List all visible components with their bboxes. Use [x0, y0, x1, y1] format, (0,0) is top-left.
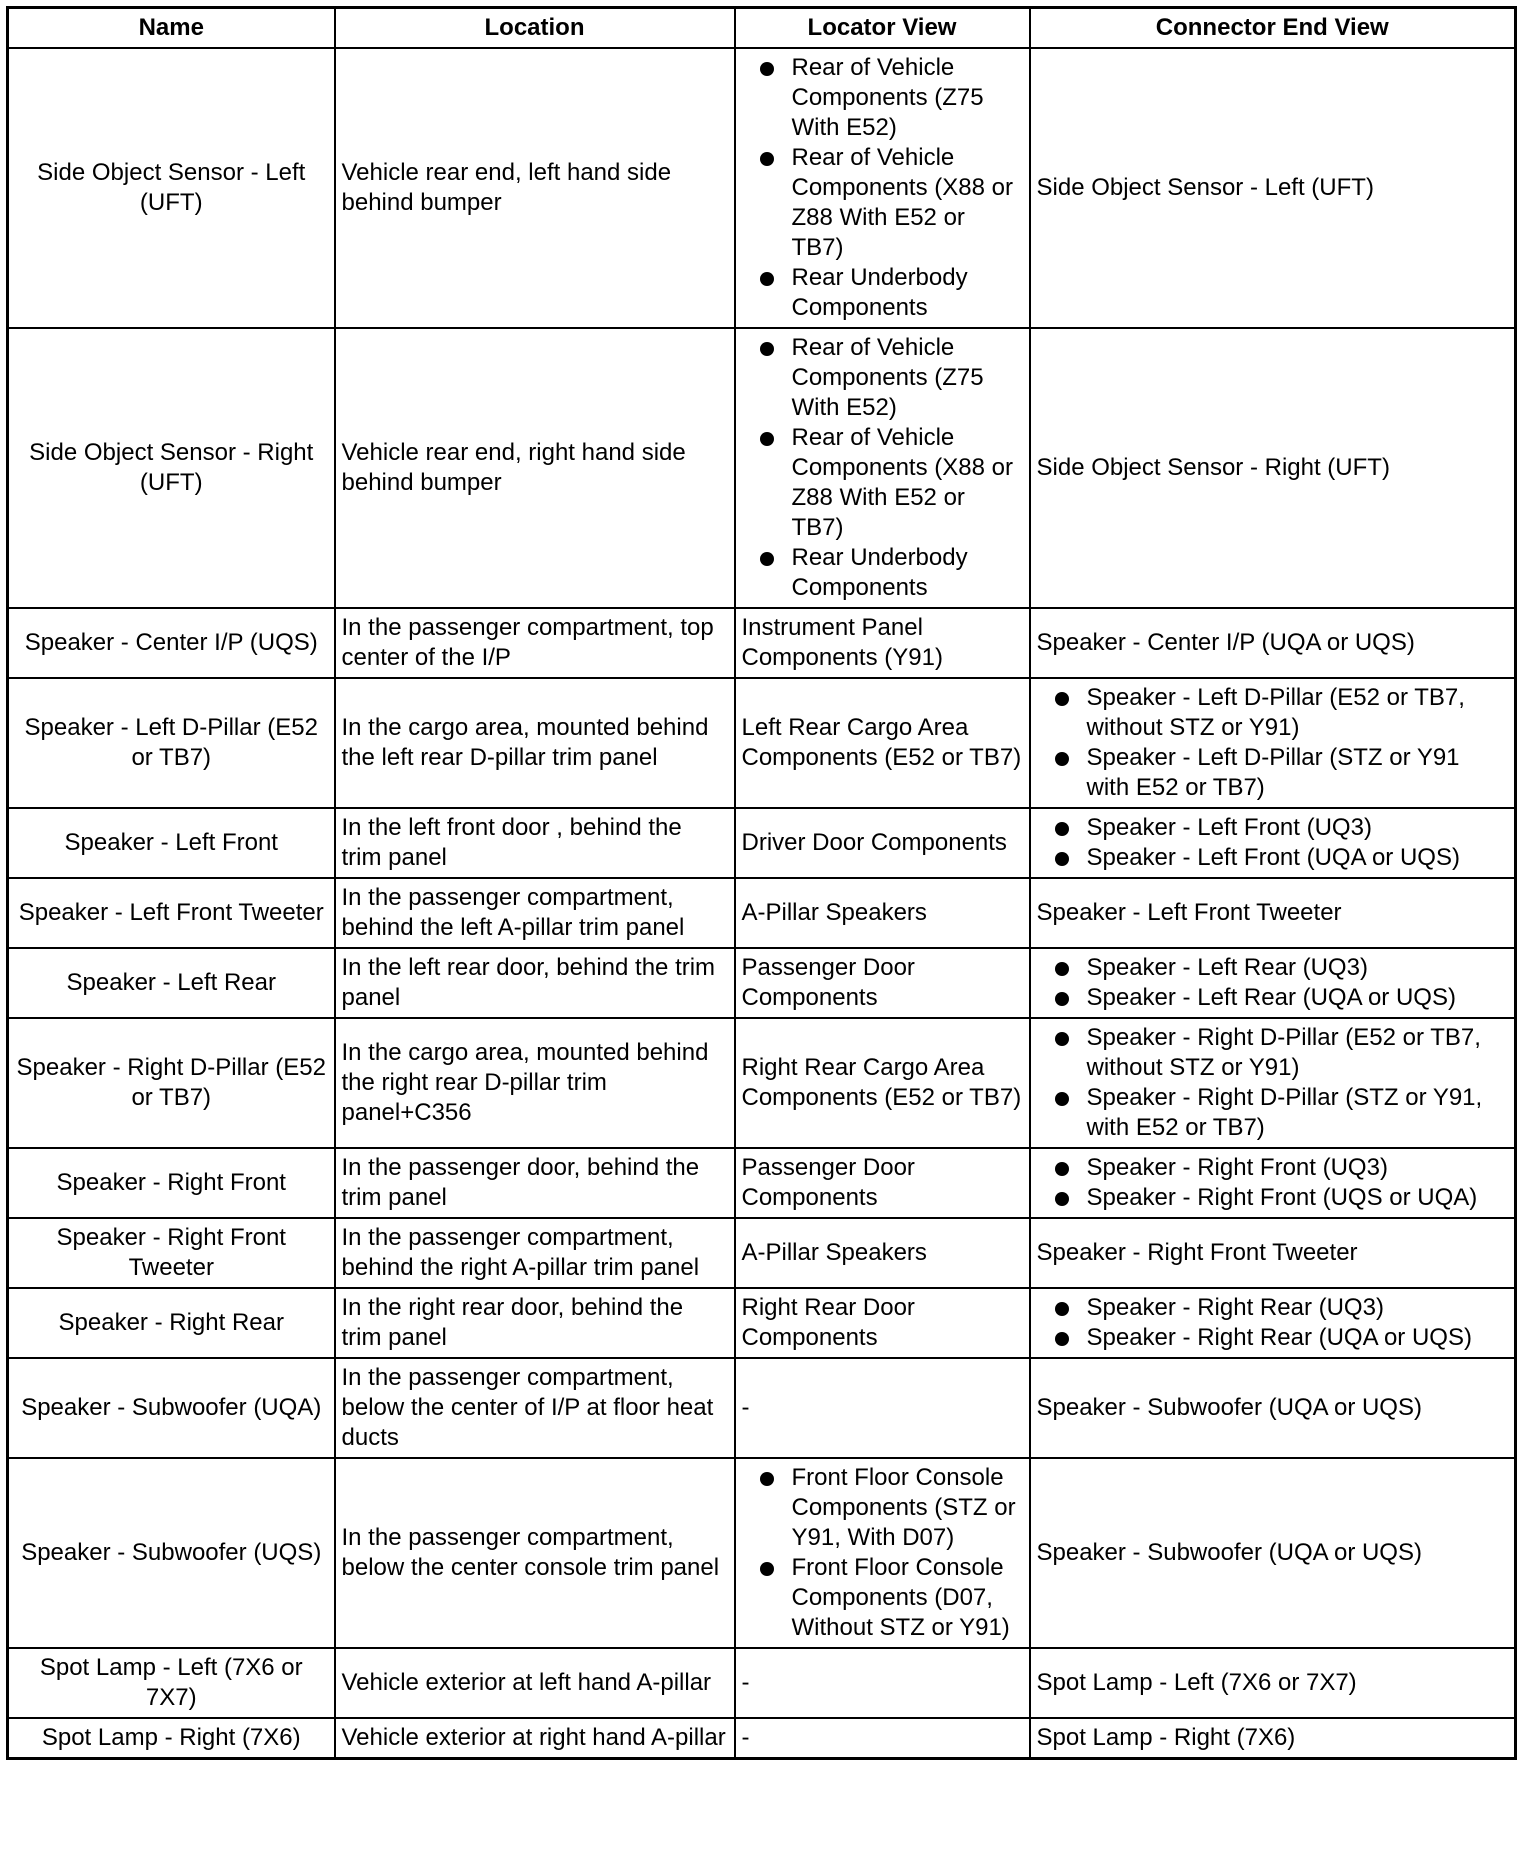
table-row [8, 1458, 1516, 1648]
connector-end-view-item: Speaker - Right D-Pillar (E52 or TB7, without STZ or Y91) [1037, 1023, 1509, 1083]
connector-end-view-list [1037, 1153, 1509, 1213]
cell-locator-view: Driver Door Components [735, 808, 1030, 878]
cell-connector-end-view: Speaker - Left Front Tweeter [1030, 878, 1516, 948]
cell-connector-end-view [1030, 948, 1516, 1018]
cell-name: Side Object Sensor - Right (UFT) [8, 328, 335, 608]
cell-location: In the passenger compartment, behind the left A-pillar trim panel [335, 878, 735, 948]
cell-location: In the passenger compartment, top center of the I/P [335, 608, 735, 678]
table-row [8, 678, 1516, 808]
locator-view-item: Rear of Vehicle Components (X88 or Z88 With E52 or TB7) [742, 143, 1023, 263]
cell-location: In the cargo area, mounted behind the right rear D-pillar trim panel+C356 [335, 1018, 735, 1148]
cell-locator-view: Right Rear Cargo Area Components (E52 or TB7) [735, 1018, 1030, 1148]
table-row [8, 948, 1516, 1018]
connector-end-view-item: Speaker - Left D-Pillar (E52 or TB7, without STZ or Y91) [1037, 683, 1509, 743]
locator-view-item: Front Floor Console Components (D07, Without STZ or Y91) [742, 1553, 1023, 1643]
cell-name: Spot Lamp - Left (7X6 or 7X7) [8, 1648, 335, 1718]
cell-locator-view [735, 48, 1030, 328]
connector-end-view-item: Speaker - Left D-Pillar (STZ or Y91 with E52 or TB7) [1037, 743, 1509, 803]
connector-end-view-list [1037, 683, 1509, 803]
table-row [8, 1358, 1516, 1458]
cell-name: Speaker - Center I/P (UQS) [8, 608, 335, 678]
cell-locator-view [735, 1458, 1030, 1648]
table-row [8, 608, 1516, 678]
cell-connector-end-view: Speaker - Center I/P (UQA or UQS) [1030, 608, 1516, 678]
cell-connector-end-view [1030, 808, 1516, 878]
component-locator-table-container [6, 6, 1514, 1760]
cell-name: Speaker - Right Front Tweeter [8, 1218, 335, 1288]
connector-end-view-item: Speaker - Right Front (UQ3) [1037, 1153, 1509, 1183]
cell-name: Speaker - Left Front [8, 808, 335, 878]
cell-name: Speaker - Right Rear [8, 1288, 335, 1358]
cell-locator-view: - [735, 1718, 1030, 1759]
connector-end-view-list [1037, 813, 1509, 873]
connector-end-view-item: Speaker - Right Rear (UQ3) [1037, 1293, 1509, 1323]
connector-end-view-list [1037, 1293, 1509, 1353]
cell-name: Speaker - Left D-Pillar (E52 or TB7) [8, 678, 335, 808]
cell-connector-end-view [1030, 1288, 1516, 1358]
cell-location: In the passenger compartment, below the center of I/P at floor heat ducts [335, 1358, 735, 1458]
cell-locator-view: A-Pillar Speakers [735, 878, 1030, 948]
cell-connector-end-view: Spot Lamp - Left (7X6 or 7X7) [1030, 1648, 1516, 1718]
connector-end-view-item: Speaker - Left Front (UQA or UQS) [1037, 843, 1509, 873]
cell-name: Speaker - Left Rear [8, 948, 335, 1018]
component-locator-table [6, 6, 1517, 1760]
locator-view-list [742, 1463, 1023, 1643]
cell-location: In the passenger compartment, behind the right A-pillar trim panel [335, 1218, 735, 1288]
table-row [8, 1218, 1516, 1288]
cell-locator-view: Passenger Door Components [735, 948, 1030, 1018]
cell-locator-view: A-Pillar Speakers [735, 1218, 1030, 1288]
connector-end-view-item: Speaker - Left Front (UQ3) [1037, 813, 1509, 843]
cell-connector-end-view: Spot Lamp - Right (7X6) [1030, 1718, 1516, 1759]
cell-name: Speaker - Right D-Pillar (E52 or TB7) [8, 1018, 335, 1148]
cell-connector-end-view: Side Object Sensor - Left (UFT) [1030, 48, 1516, 328]
locator-view-list [742, 333, 1023, 603]
cell-location: In the cargo area, mounted behind the left rear D-pillar trim panel [335, 678, 735, 808]
locator-view-item: Front Floor Console Components (STZ or Y91, With D07) [742, 1463, 1023, 1553]
connector-end-view-item: Speaker - Right D-Pillar (STZ or Y91, with E52 or TB7) [1037, 1083, 1509, 1143]
cell-connector-end-view [1030, 678, 1516, 808]
connector-end-view-list [1037, 1023, 1509, 1143]
locator-view-list [742, 53, 1023, 323]
connector-end-view-item: Speaker - Left Rear (UQA or UQS) [1037, 983, 1509, 1013]
cell-locator-view: - [735, 1358, 1030, 1458]
connector-end-view-item: Speaker - Right Front (UQS or UQA) [1037, 1183, 1509, 1213]
header-locator-view: Locator View [735, 8, 1030, 49]
table-row [8, 1018, 1516, 1148]
cell-name: Speaker - Left Front Tweeter [8, 878, 335, 948]
cell-locator-view [735, 328, 1030, 608]
cell-locator-view: Passenger Door Components [735, 1148, 1030, 1218]
connector-end-view-list [1037, 953, 1509, 1013]
cell-name: Speaker - Subwoofer (UQA) [8, 1358, 335, 1458]
cell-name: Side Object Sensor - Left (UFT) [8, 48, 335, 328]
cell-connector-end-view: Speaker - Subwoofer (UQA or UQS) [1030, 1358, 1516, 1458]
table-row [8, 1288, 1516, 1358]
cell-locator-view: - [735, 1648, 1030, 1718]
cell-location: In the passenger door, behind the trim panel [335, 1148, 735, 1218]
locator-view-item: Rear of Vehicle Components (Z75 With E52) [742, 53, 1023, 143]
cell-location: Vehicle rear end, right hand side behind bumper [335, 328, 735, 608]
table-row [8, 1148, 1516, 1218]
cell-name: Speaker - Subwoofer (UQS) [8, 1458, 335, 1648]
table-row [8, 878, 1516, 948]
cell-locator-view: Right Rear Door Components [735, 1288, 1030, 1358]
cell-name: Speaker - Right Front [8, 1148, 335, 1218]
table-row [8, 48, 1516, 328]
cell-locator-view: Left Rear Cargo Area Components (E52 or TB7) [735, 678, 1030, 808]
header-name: Name [8, 8, 335, 49]
table-row [8, 1648, 1516, 1718]
cell-connector-end-view [1030, 1018, 1516, 1148]
table-row [8, 328, 1516, 608]
header-connector-end-view: Connector End View [1030, 8, 1516, 49]
table-row [8, 1718, 1516, 1759]
table-body [8, 48, 1516, 1759]
locator-view-item: Rear of Vehicle Components (X88 or Z88 With E52 or TB7) [742, 423, 1023, 543]
header-location: Location [335, 8, 735, 49]
cell-connector-end-view: Speaker - Subwoofer (UQA or UQS) [1030, 1458, 1516, 1648]
cell-location: Vehicle exterior at left hand A-pillar [335, 1648, 735, 1718]
cell-location: In the left rear door, behind the trim panel [335, 948, 735, 1018]
cell-location: Vehicle rear end, left hand side behind bumper [335, 48, 735, 328]
locator-view-item: Rear Underbody Components [742, 543, 1023, 603]
cell-location: In the left front door , behind the trim panel [335, 808, 735, 878]
cell-connector-end-view: Side Object Sensor - Right (UFT) [1030, 328, 1516, 608]
locator-view-item: Rear of Vehicle Components (Z75 With E52) [742, 333, 1023, 423]
cell-connector-end-view [1030, 1148, 1516, 1218]
cell-location: Vehicle exterior at right hand A-pillar [335, 1718, 735, 1759]
connector-end-view-item: Speaker - Right Rear (UQA or UQS) [1037, 1323, 1509, 1353]
cell-location: In the right rear door, behind the trim panel [335, 1288, 735, 1358]
table-header-row [8, 8, 1516, 49]
cell-location: In the passenger compartment, below the center console trim panel [335, 1458, 735, 1648]
table-row [8, 808, 1516, 878]
cell-locator-view: Instrument Panel Components (Y91) [735, 608, 1030, 678]
cell-name: Spot Lamp - Right (7X6) [8, 1718, 335, 1759]
connector-end-view-item: Speaker - Left Rear (UQ3) [1037, 953, 1509, 983]
cell-connector-end-view: Speaker - Right Front Tweeter [1030, 1218, 1516, 1288]
locator-view-item: Rear Underbody Components [742, 263, 1023, 323]
